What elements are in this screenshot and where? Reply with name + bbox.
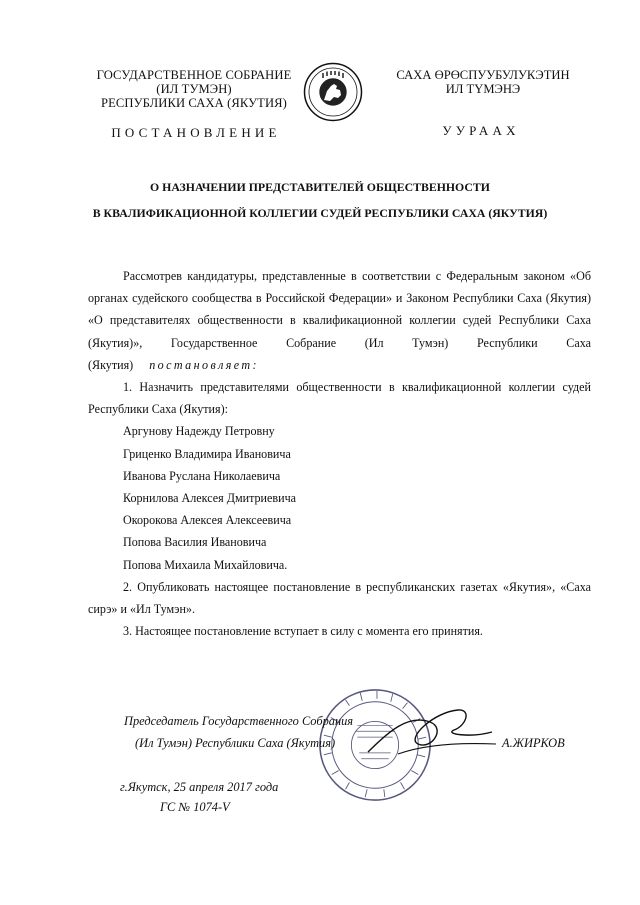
postanovlyaet-word: постановляет: (149, 357, 259, 372)
list-item: Аргунову Надежду Петровну (123, 424, 275, 439)
document-number: ГС № 1074-V (160, 800, 230, 814)
header-right-line-2: ИЛ ТҮМЭНЭ (445, 82, 521, 96)
list-item: Окорокова Алексея Алексеевича (123, 513, 292, 528)
preamble-paragraph (88, 265, 591, 376)
handwritten-signature (360, 692, 500, 772)
list-item: Иванова Руслана Николаевича (123, 468, 281, 483)
header-left (74, 68, 314, 110)
header-left-line-1: ГОСУДАРСТВЕННОЕ СОБРАНИЕ (96, 68, 292, 82)
list-item: Гриценко Владимира Ивановича (123, 446, 291, 461)
names-list (88, 420, 591, 575)
header-left-line-3: РЕСПУБЛИКИ САХА (ЯКУТИЯ) (101, 96, 287, 110)
coat-of-arms-emblem (303, 62, 363, 122)
doc-type-russian: ПОСТАНОВЛЕНИЕ (111, 125, 281, 140)
item-2: 2. Опубликовать настоящее постановление в республиканских газетах «Якутия», «Саха сирэ» и «Ил Тумэн». (88, 579, 591, 617)
document-title-line-2: В КВАЛИФИКАЦИОННОЙ КОЛЛЕГИИ СУДЕЙ РЕСПУБЛИКИ САХА (ЯКУТИЯ) (92, 206, 548, 220)
list-item: Корнилова Алексея Дмитриевича (123, 491, 297, 506)
item-3: 3. Настоящее постановление вступает в силу с момента его принятия. (123, 624, 483, 639)
header-left-line-2: (ИЛ ТУМЭН) (156, 82, 232, 96)
list-item: Попова Михаила Михайловича. (123, 557, 288, 572)
document-body (88, 265, 591, 642)
item-1: 1. Назначить представителями общественности в квалификационной коллегии судей Республики Саха (Якутия): (88, 380, 591, 417)
document-title-line-1: О НАЗНАЧЕНИИ ПРЕДСТАВИТЕЛЕЙ ОБЩЕСТВЕННОСТИ (150, 180, 490, 194)
signatory-name: А.ЖИРКОВ (502, 736, 565, 750)
doc-type-yakut: УУРААХ (442, 123, 520, 138)
signatory-title-line-2: (Ил Тумэн) Республики Саха (Якутия) (135, 736, 336, 750)
header-right (368, 68, 598, 96)
list-item: Попова Василия Ивановича (123, 535, 267, 550)
place-and-date: г.Якутск, 25 апреля 2017 года (120, 780, 279, 794)
signatory-title-line-1: Председатель Государственного Собрания (124, 714, 354, 728)
header-right-line-1: САХА ӨРӨСПУУБУЛУКЭТИН (396, 68, 570, 82)
preamble-text: Рассмотрев кандидатуры, представленные в соответствии с Федеральным законом «Об органах судейского сообщества в Российской Федерации» и Законом Республики Саха (Якутия) «О представителях общественности в квалификационной коллегии судей Республики Саха (Якутия)», Государственное Собрание (Ил Тумэн) Республики Саха (Якутия) (88, 269, 591, 372)
